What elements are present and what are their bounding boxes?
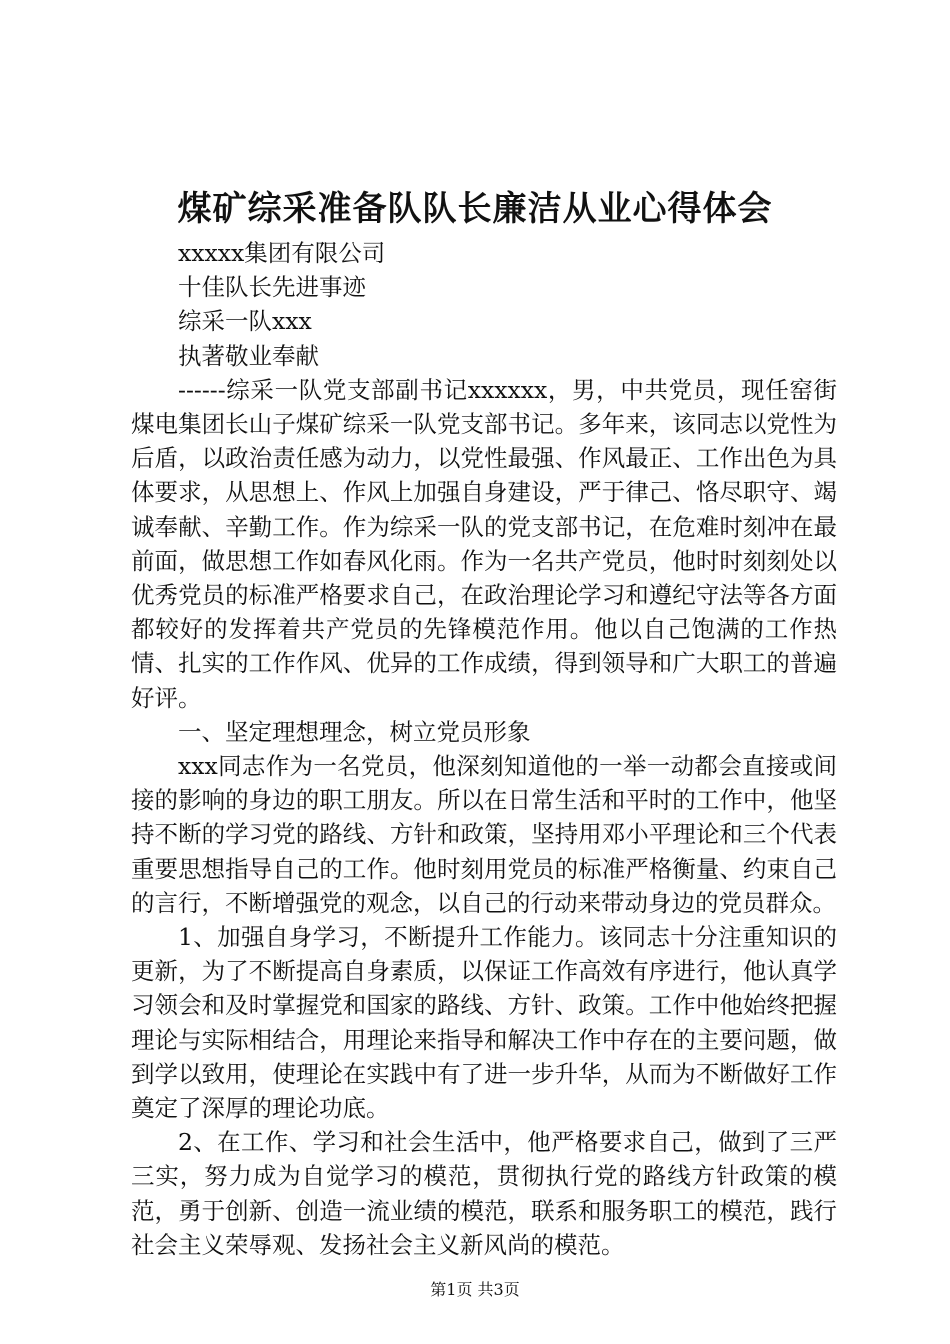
page-number: 第1页 共3页	[430, 1280, 520, 1299]
paragraph-point-1: 1、加强自身学习，不断提升工作能力。该同志十分注重知识的更新，为了不断提高自身素质，以保证工作高效有序进行，他认真学习领会和及时掌握党和国家的路线、方针、政策。工作中他始终把握理论与实际相结合，用理论来指导和解决工作中存在的主要问题，做到学以致用，使理论在实践中有了进一步升华，从而为不断做好工作奠定了深厚的理论功底。	[131, 923, 837, 1123]
paragraph-motto: 执著敬业奉献	[178, 341, 319, 370]
paragraph-point-2: 2、在工作、学习和社会生活中，他严格要求自己，做到了三严三实，努力成为自觉学习的模范，贯彻执行党的路线方针政策的模范，勇于创新、创造一流业绩的模范，联系和服务职工的模范，践行社会主义荣辱观、发扬社会主义新风尚的模范。	[131, 1128, 837, 1259]
document-title: 煤矿综采准备队队长廉洁从业心得体会	[177, 189, 773, 229]
paragraph-company: xxxxx集团有限公司	[178, 239, 386, 267]
section-heading: 一、坚定理想理念，树立党员形象	[178, 717, 531, 746]
paragraph-introduction: ------综采一队党支部副书记xxxxxx，男，中共党员，现任窑街煤电集团长山子煤矿综采一队党支部书记。多年来，该同志以党性为后盾，以政治责任感为动力，以党性最强、作风最正、工作出色为具体要求，从思想上、作风上加强自身建设，严于律己、恪尽职守、竭诚奉献、辛勤工作。作为综采一队的党支部书记，在危难时刻冲在最前面，做思想工作如春风化雨。作为一名共产党员，他时时刻刻处以优秀党员的标准严格要求自己，在政治理论学习和遵纪守法等各方面都较好的发挥着共产党员的先锋模范作用。他以自己饱满的工作热情、扎实的工作作风、优异的工作成绩，得到领导和广大职工的普遍好评。	[131, 375, 837, 712]
document-body	[131, 236, 837, 1262]
paragraph-section-intro: xxx同志作为一名党员，他深刻知道他的一举一动都会直接或间接的影响的身边的职工朋友。所以在日常生活和平时的工作中，他坚持不断的学习党的路线、方针和政策，坚持用邓小平理论和三个代表重要思想指导自己的工作。他时刻用党员的标准严格衡量、约束自己的言行，不断增强党的观念，以自己的行动来带动身边的党员群众。	[131, 752, 837, 917]
paragraph-honor: 十佳队长先进事迹	[178, 273, 366, 302]
paragraph-team: 综采一队xxx	[178, 307, 312, 336]
